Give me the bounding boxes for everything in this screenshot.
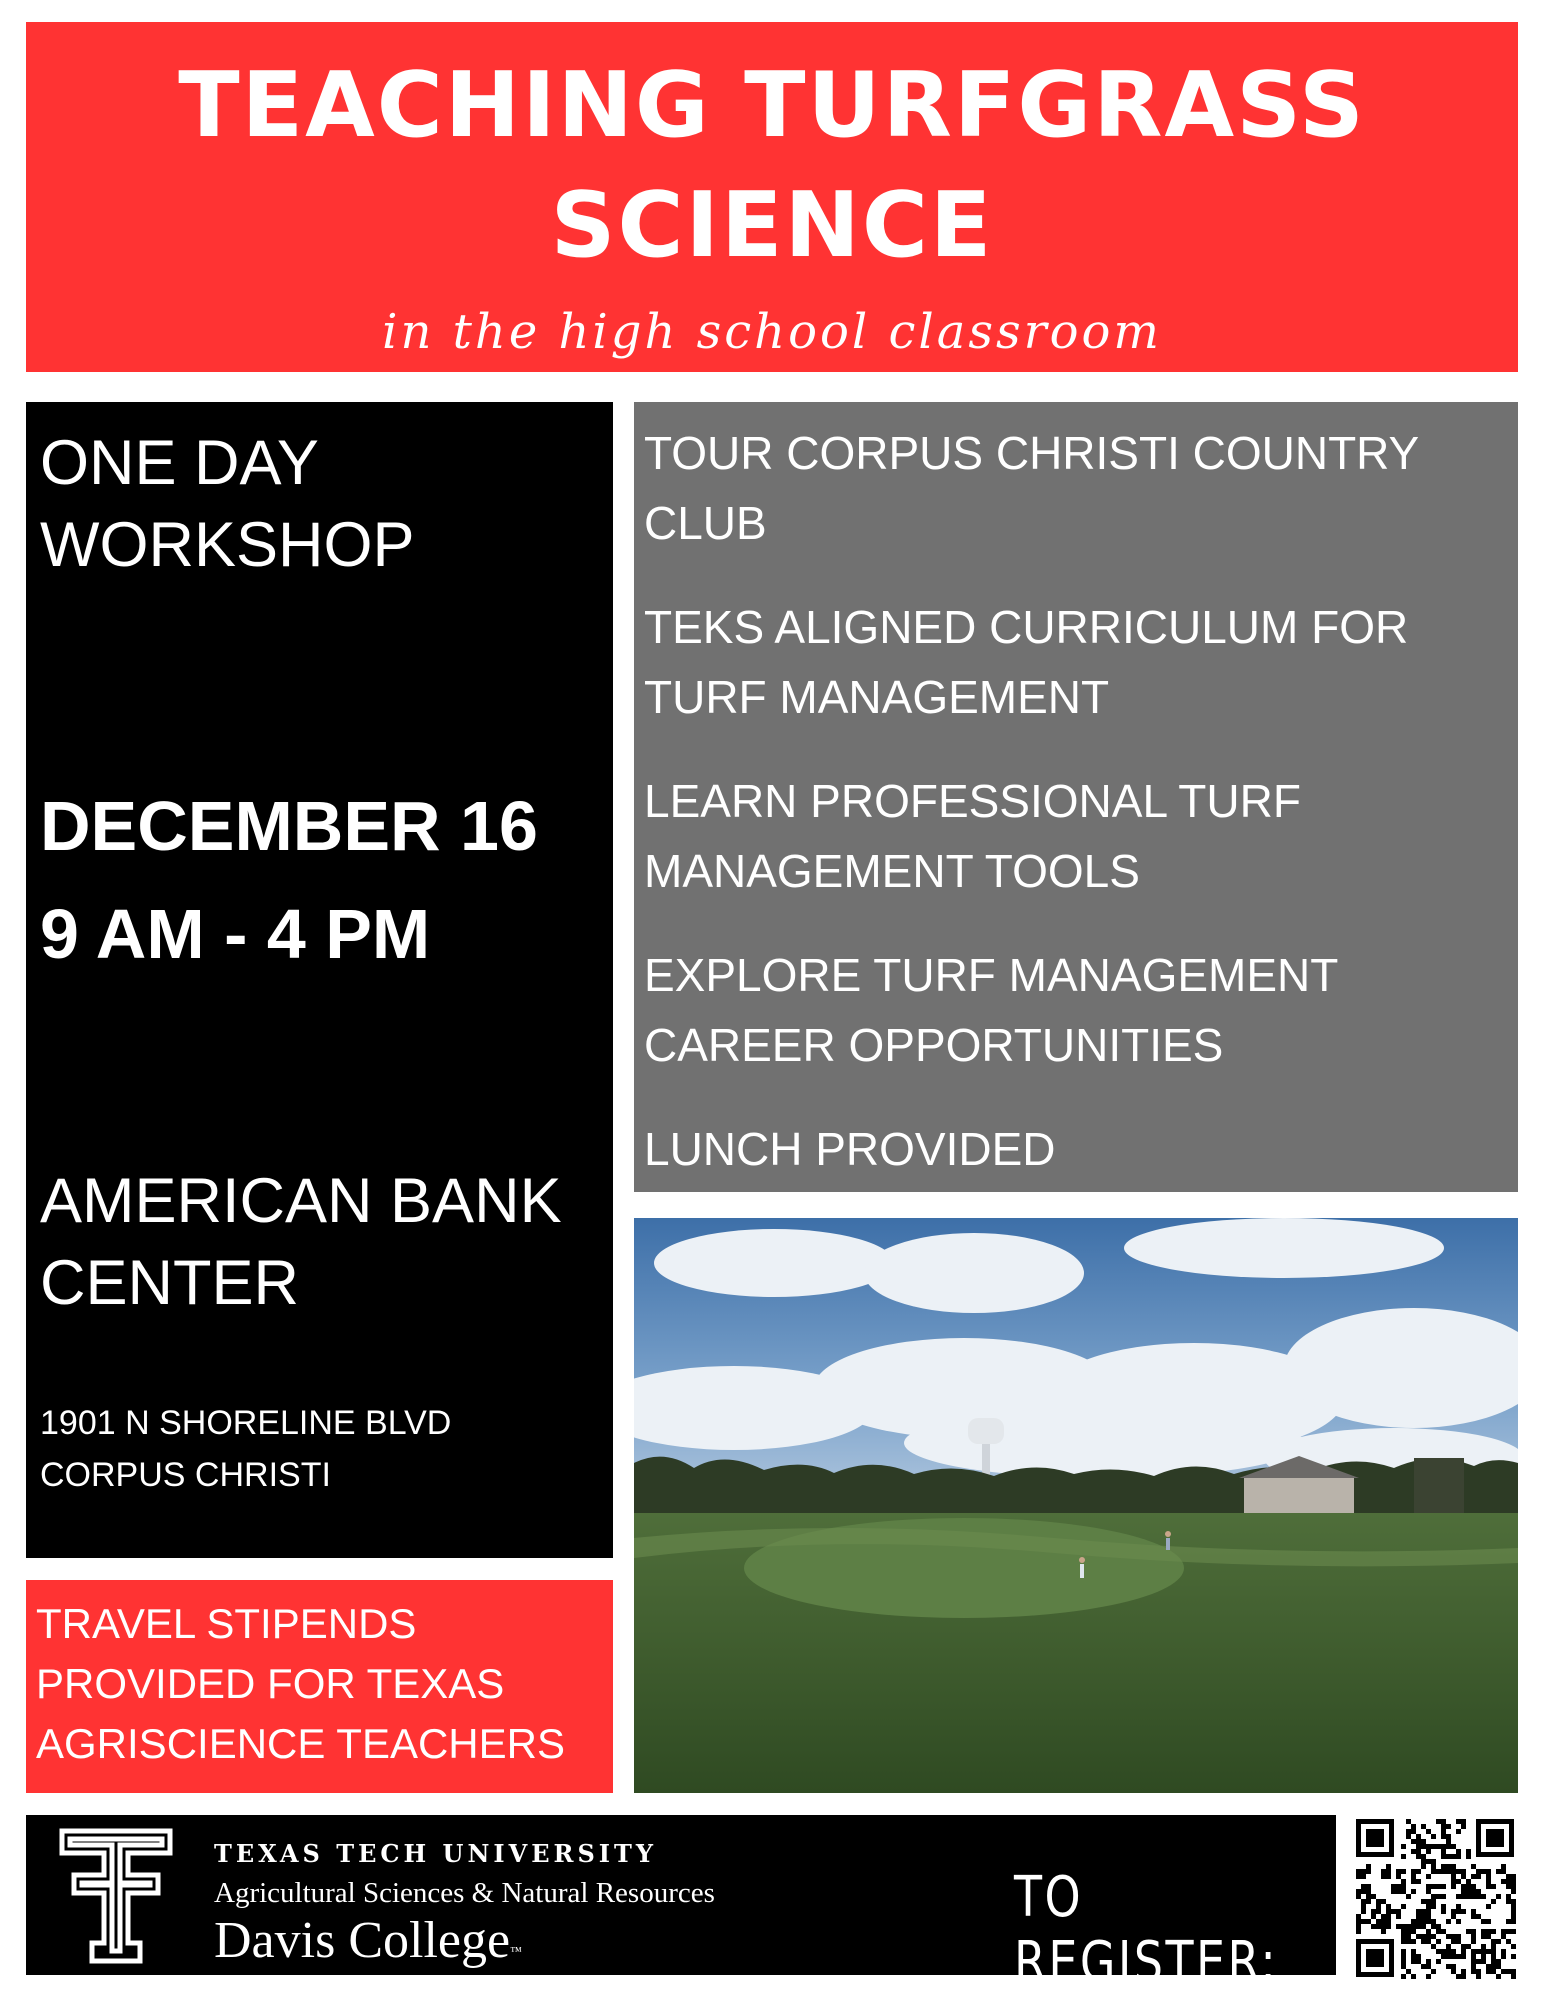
workshop-line: ONE DAY bbox=[40, 428, 319, 498]
qr-code-icon[interactable] bbox=[1352, 1815, 1518, 1981]
stipend-line: AGRISCIENCE TEACHERS bbox=[36, 1720, 565, 1767]
header-banner bbox=[26, 22, 1518, 372]
college-name bbox=[214, 1913, 522, 1969]
department-name: Agricultural Sciences & Natural Resources bbox=[214, 1877, 715, 1909]
feature-item: LEARN PROFESSIONAL TURF MANAGEMENT TOOLS bbox=[644, 775, 1301, 897]
venue-line: AMERICAN BANK bbox=[40, 1166, 562, 1236]
double-t-logo-icon bbox=[56, 1823, 176, 1969]
features-panel bbox=[634, 402, 1518, 1192]
trademark-mark: ™ bbox=[510, 1944, 522, 1958]
address-line: CORPUS CHRISTI bbox=[40, 1456, 331, 1494]
footer-banner bbox=[26, 1815, 1336, 1995]
event-time: 9 AM - 4 PM bbox=[40, 895, 431, 973]
date-time-block bbox=[40, 772, 538, 988]
venue-line: CENTER bbox=[40, 1248, 300, 1318]
stipend-line: TRAVEL STIPENDS bbox=[36, 1600, 417, 1647]
college-name-text: Davis College bbox=[214, 1912, 511, 1969]
address-block bbox=[40, 1397, 451, 1501]
address-line: 1901 N SHORELINE BLVD bbox=[40, 1404, 452, 1442]
page-subtitle: in the high school classroom bbox=[382, 304, 1162, 360]
university-name: TEXAS TECH UNIVERSITY bbox=[214, 1839, 658, 1868]
register-label: TO REGISTER: bbox=[1014, 1865, 1279, 1995]
workshop-label bbox=[40, 422, 415, 586]
event-date: DECEMBER 16 bbox=[40, 787, 538, 865]
event-info-panel bbox=[26, 402, 613, 1558]
page-title: TEACHING TURFGRASS SCIENCE bbox=[178, 53, 1366, 278]
golf-course-photo bbox=[634, 1218, 1518, 1793]
feature-item: TEKS ALIGNED CURRICULUM FOR TURF MANAGEMENT bbox=[644, 601, 1409, 723]
stipend-notice bbox=[26, 1580, 613, 1793]
feature-item: TOUR CORPUS CHRISTI COUNTRY CLUB bbox=[644, 427, 1419, 549]
workshop-line: WORKSHOP bbox=[40, 510, 415, 580]
venue-block bbox=[40, 1160, 562, 1324]
feature-item: LUNCH PROVIDED bbox=[644, 1123, 1056, 1175]
stipend-line: PROVIDED FOR TEXAS bbox=[36, 1660, 505, 1707]
feature-item: EXPLORE TURF MANAGEMENT CAREER OPPORTUNITIES bbox=[644, 949, 1338, 1071]
